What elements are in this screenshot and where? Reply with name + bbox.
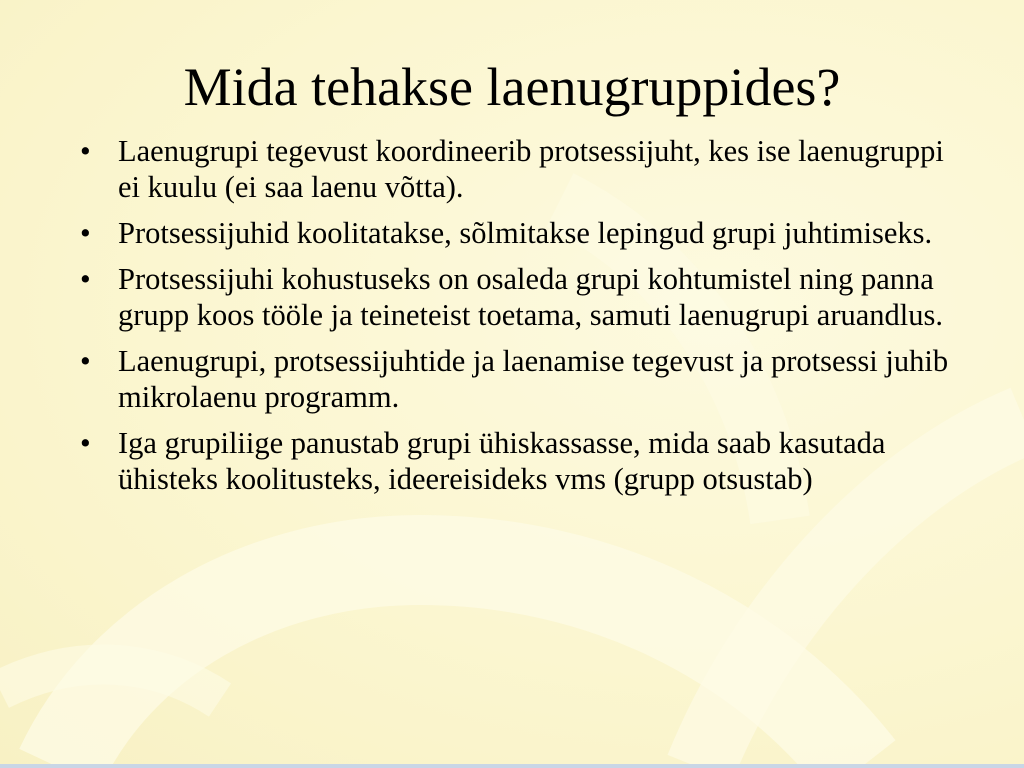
bullet-item xyxy=(78,133,968,205)
bullet-dot-icon: • xyxy=(80,344,91,378)
bullet-text: Laenugrupi tegevust koordineerib protsessijuht, kes ise laenugruppi ei kuulu (ei saa laenu võtta). xyxy=(118,134,944,204)
bullet-list xyxy=(78,133,968,507)
bullet-item xyxy=(78,343,968,415)
bullet-item xyxy=(78,425,968,497)
bullet-item xyxy=(78,215,968,251)
bullet-text: Protsessijuhi kohustuseks on osaleda grupi kohtumistel ning panna grupp koos tööle ja teineteist toetama, samuti laenugrupi aruandlus. xyxy=(118,262,943,332)
bullet-text: Iga grupiliige panustab grupi ühiskassasse, mida saab kasutada ühisteks koolitusteks, ideereisideks vms (grupp otsustab) xyxy=(118,426,886,496)
bullet-text: Protsessijuhid koolitatakse, sõlmitakse lepingud grupi juhtimiseks. xyxy=(118,216,933,250)
bullet-dot-icon: • xyxy=(80,426,91,460)
bullet-dot-icon: • xyxy=(80,134,91,168)
slide-title: Mida tehakse laenugruppides? xyxy=(183,57,841,117)
bullet-text: Laenugrupi, protsessijuhtide ja laenamise tegevust ja protsessi juhib mikrolaenu programm. xyxy=(118,344,949,414)
bullet-item xyxy=(78,261,968,333)
bottom-border-line xyxy=(0,764,1024,768)
bullet-dot-icon: • xyxy=(80,216,91,250)
bullet-dot-icon: • xyxy=(80,262,91,296)
